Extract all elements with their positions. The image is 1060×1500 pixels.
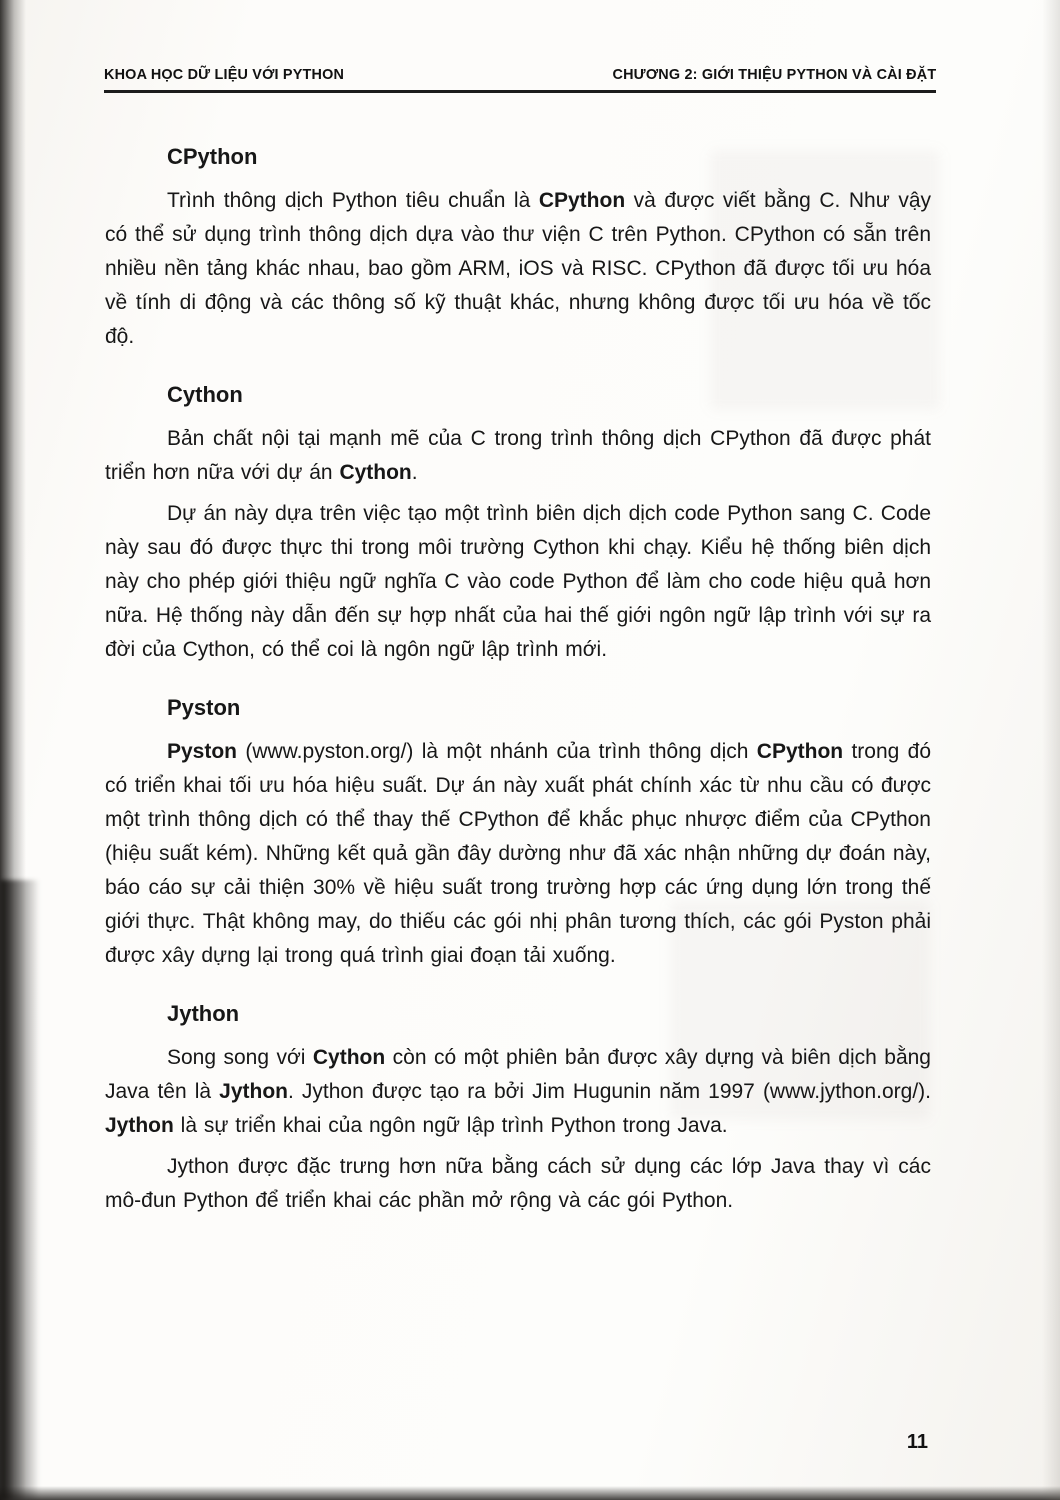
- section-heading-cpython: CPython: [167, 144, 258, 169]
- paragraph: Dự án này dựa trên việc tạo một trình biên dịch dịch code Python sang C. Code này sau đó được thực thi trong môi trường Cython khi chạy. Kiểu hệ thống biên dịch này cho phép giới thiệu ngữ nghĩa C vào code Python để làm cho code hiệu quả hơn nữa. Hệ thống này dẫn đến sự hợp nhất của hai thế giới ngôn ngữ lập trình với sự ra đời của Cython, có thể coi là ngôn ngữ lập trình mới.: [105, 502, 931, 661]
- scan-edge-bottom: [0, 1486, 1060, 1500]
- paragraph: Trình thông dịch Python tiêu chuẩn là CPython và được viết bằng C. Như vậy có thể sử dụng trình thông dịch dựa vào thư viện C trên Python. CPython có sẵn trên nhiều nền tảng khác nhau, bao gồm ARM, iOS và RISC. CPython đã được tối ưu hóa về tính di động và các thông số kỹ thuật khác, nhưng không được tối ưu hóa về tốc độ.: [105, 189, 931, 348]
- running-header-left: KHOA HỌC DỮ LIỆU VỚI PYTHON: [104, 66, 345, 83]
- scan-edge-left-bottom: [0, 880, 44, 1500]
- scan-edge-right: [1042, 0, 1060, 1500]
- page-body-text: [105, 108, 931, 1225]
- paragraph: Pyston (www.pyston.org/) là một nhánh của trình thông dịch CPython trong đó có triển khai tối ưu hóa hiệu suất. Dự án này xuất phát chính xác từ nhu cầu có được một trình thông dịch có thể thay thế CPython để khắc phục nhược điểm của CPython (hiệu suất kém). Những kết quả gần đây dường như đã xác nhận những dự đoán này, báo cáo sự cải thiện 30% về hiệu suất trong trường hợp các ứng dụng lớn trong thế giới thực. Thật không may, do thiếu các gói nhị phân tương thích, các gói Pyston phải được xây dựng lại trong quá trình giai đoạn tải xuống.: [105, 740, 931, 967]
- page-number: 11: [906, 1431, 928, 1453]
- section-heading-pyston: Pyston: [167, 695, 241, 720]
- running-header-right: CHƯƠNG 2: GIỚI THIỆU PYTHON VÀ CÀI ĐẶT: [612, 66, 936, 83]
- section-heading-jython: Jython: [167, 1001, 240, 1026]
- scan-edge-left: [0, 0, 26, 1500]
- running-header: [104, 66, 936, 93]
- section-heading-cython: Cython: [167, 382, 243, 407]
- paragraph: Jython được đặc trưng hơn nữa bằng cách sử dụng các lớp Java thay vì các mô-đun Python để triển khai các phần mở rộng và các gói Python.: [105, 1155, 931, 1212]
- paragraph: Bản chất nội tại mạnh mẽ của C trong trình thông dịch CPython đã được phát triển hơn nữa với dự án Cython.: [105, 427, 931, 484]
- paragraph: Song song với Cython còn có một phiên bản được xây dựng và biên dịch bằng Java tên là Jython. Jython được tạo ra bởi Jim Hugunin năm 1997 (www.jython.org/). Jython là sự triển khai của ngôn ngữ lập trình Python trong Java.: [105, 1046, 931, 1137]
